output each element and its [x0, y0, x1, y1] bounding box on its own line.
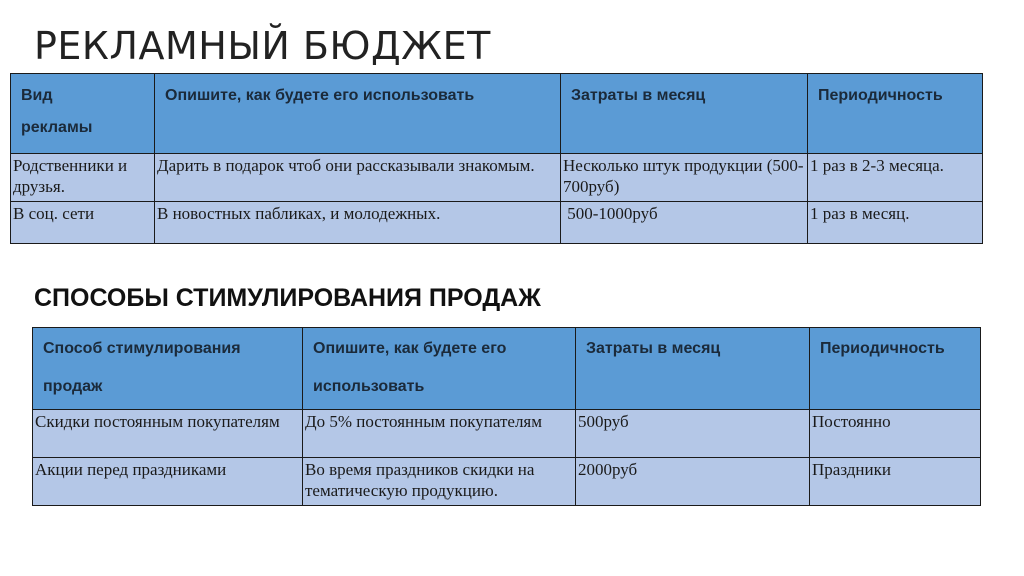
header-frequency: Периодичность	[808, 74, 983, 154]
section-title: СПОСОБЫ СТИМУЛИРОВАНИЯ ПРОДАЖ	[34, 284, 541, 312]
table-cell: 500-1000руб	[561, 202, 808, 244]
header-usage: Опишите, как будете его использовать	[303, 328, 576, 410]
sales-promotion-table	[32, 327, 981, 506]
table-header-row	[33, 328, 981, 410]
table-cell: Во время праздников скидки на тематическую продукцию.	[303, 458, 576, 506]
table-cell: Скидки постоянным покупателям	[33, 410, 303, 458]
header-method: Способ стимулирования продаж	[33, 328, 303, 410]
table-cell: В новостных пабликах, и молодежных.	[155, 202, 561, 244]
header-usage: Опишите, как будете его использовать	[155, 74, 561, 154]
table-cell: Постоянно	[810, 410, 981, 458]
table-cell: Несколько штук продукции (500-700руб)	[561, 154, 808, 202]
table-header-row	[11, 74, 983, 154]
table-cell: Родственники и друзья.	[11, 154, 155, 202]
page-title: РЕКЛАМНЫЙ БЮДЖЕТ	[34, 24, 491, 68]
table-cell: 2000руб	[576, 458, 810, 506]
table-cell: 1 раз в месяц.	[808, 202, 983, 244]
advertising-budget-table	[10, 73, 983, 244]
table-cell: 500руб	[576, 410, 810, 458]
table-cell: Праздники	[810, 458, 981, 506]
table-row	[33, 458, 981, 506]
table-cell: Дарить в подарок чтоб они рассказывали знакомым.	[155, 154, 561, 202]
header-cost: Затраты в месяц	[576, 328, 810, 410]
header-cost: Затраты в месяц	[561, 74, 808, 154]
header-ad-type: Вид рекламы	[11, 74, 155, 154]
table-row	[11, 202, 983, 244]
header-frequency: Периодичность	[810, 328, 981, 410]
table-cell: 1 раз в 2-3 месяца.	[808, 154, 983, 202]
table-row	[11, 154, 983, 202]
table-row	[33, 410, 981, 458]
table-cell: До 5% постоянным покупателям	[303, 410, 576, 458]
table-cell: Акции перед праздниками	[33, 458, 303, 506]
table-cell: В соц. сети	[11, 202, 155, 244]
